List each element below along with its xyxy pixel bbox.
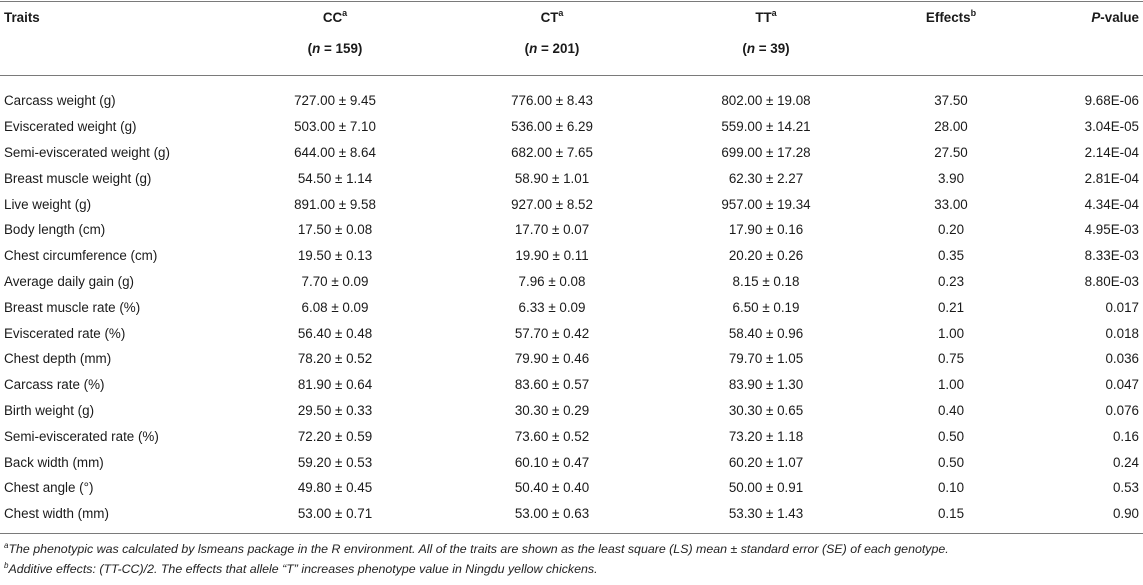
table-row bbox=[0, 243, 1143, 269]
cell-trait: Average daily gain (g) bbox=[4, 273, 135, 289]
cell-cc: 19.50 ± 0.13 bbox=[297, 248, 373, 264]
table-row bbox=[0, 294, 1143, 320]
cell-cc: 29.50 ± 0.33 bbox=[297, 402, 373, 418]
footnote-b-text: Additive effects: (TT-CC)/2. The effects that allele “T” increases phenotype value in Ningdu yellow chickens. bbox=[8, 562, 598, 576]
cell-effect: 0.50 bbox=[937, 428, 965, 444]
cell-trait: Breast muscle rate (%) bbox=[4, 299, 141, 315]
header-traits: Traits bbox=[4, 10, 40, 25]
cell-trait: Semi-eviscerated weight (g) bbox=[4, 144, 170, 160]
cell-effect: 0.23 bbox=[937, 273, 965, 289]
cell-effect: 1.00 bbox=[937, 325, 965, 341]
cell-trait: Chest circumference (cm) bbox=[4, 248, 158, 264]
cell-tt: 83.90 ± 1.30 bbox=[728, 377, 804, 393]
cell-pvalue: 2.14E-04 bbox=[1084, 144, 1139, 160]
cell-trait: Breast muscle weight (g) bbox=[4, 170, 152, 186]
cell-pvalue: 0.047 bbox=[1105, 377, 1139, 393]
cell-ct: 83.60 ± 0.57 bbox=[514, 377, 590, 393]
cell-ct: 57.70 ± 0.42 bbox=[514, 325, 590, 341]
header-cc-label: CC bbox=[322, 10, 343, 25]
n-italic: n bbox=[312, 41, 321, 56]
cell-effect: 33.00 bbox=[934, 196, 968, 212]
cell-tt: 559.00 ± 14.21 bbox=[721, 119, 811, 135]
cell-tt: 20.20 ± 0.26 bbox=[728, 248, 804, 264]
header-ct-n bbox=[445, 37, 659, 76]
cell-effect: 0.15 bbox=[873, 501, 1029, 533]
cell-cc: 6.08 ± 0.09 bbox=[301, 299, 369, 315]
cell-ct: 682.00 ± 7.65 bbox=[511, 144, 593, 160]
cell-effect: 1.00 bbox=[937, 377, 965, 393]
cell-ct: 30.30 ± 0.29 bbox=[514, 402, 590, 418]
table-row bbox=[0, 191, 1143, 217]
cell-pvalue: 0.017 bbox=[1105, 299, 1139, 315]
cell-tt: 6.50 ± 0.19 bbox=[732, 299, 800, 315]
header-tt-sup: a bbox=[771, 8, 777, 18]
cell-trait: Live weight (g) bbox=[4, 196, 92, 212]
paren: ( bbox=[307, 41, 313, 56]
header-n-empty bbox=[1029, 37, 1143, 76]
header-cc bbox=[225, 0, 445, 37]
header-ct bbox=[445, 0, 659, 37]
table-row bbox=[0, 165, 1143, 191]
cell-cc: 59.20 ± 0.53 bbox=[297, 454, 373, 470]
header-cc-n bbox=[225, 37, 445, 76]
header-tt bbox=[659, 0, 873, 37]
cell-tt: 79.70 ± 1.05 bbox=[728, 351, 804, 367]
cell-trait: Eviscerated rate (%) bbox=[4, 325, 126, 341]
header-effects-label: Effects bbox=[925, 10, 971, 25]
table-row bbox=[0, 423, 1143, 449]
footnote-b bbox=[4, 559, 1139, 579]
cell-tt: 50.00 ± 0.91 bbox=[728, 480, 804, 496]
table-row bbox=[0, 398, 1143, 424]
cell-cc: 17.50 ± 0.08 bbox=[297, 222, 373, 238]
cell-tt: 62.30 ± 2.27 bbox=[728, 170, 804, 186]
cell-ct: 19.90 ± 0.11 bbox=[515, 248, 589, 264]
cell-cc: 81.90 ± 0.64 bbox=[297, 377, 373, 393]
cell-ct: 17.70 ± 0.07 bbox=[514, 222, 590, 238]
table-row bbox=[0, 217, 1143, 243]
cell-cc: 53.00 ± 0.71 bbox=[225, 501, 445, 533]
n-italic: n bbox=[746, 41, 756, 56]
header-n-empty bbox=[873, 37, 1029, 76]
cell-cc: 891.00 ± 9.58 bbox=[294, 196, 376, 212]
cell-trait: Chest width (mm) bbox=[0, 501, 225, 533]
cell-trait: Eviscerated weight (g) bbox=[4, 119, 137, 135]
table-row bbox=[0, 501, 1143, 533]
cell-tt: 60.20 ± 1.07 bbox=[728, 454, 804, 470]
cell-pvalue: 3.04E-05 bbox=[1084, 119, 1139, 135]
header-effects bbox=[873, 0, 1029, 37]
cell-pvalue: 8.33E-03 bbox=[1084, 248, 1139, 264]
footnote-b-mark: b bbox=[4, 561, 9, 570]
cell-tt: 73.20 ± 1.18 bbox=[728, 428, 804, 444]
cell-effect: 0.35 bbox=[937, 248, 965, 264]
header-n-row bbox=[0, 37, 1143, 76]
cell-ct: 73.60 ± 0.52 bbox=[514, 428, 590, 444]
cell-effect: 28.00 bbox=[934, 119, 968, 135]
cell-cc: 49.80 ± 0.45 bbox=[297, 480, 373, 496]
cell-tt: 17.90 ± 0.16 bbox=[728, 222, 804, 238]
header-cc-sup: a bbox=[342, 8, 348, 18]
table-row bbox=[0, 346, 1143, 372]
n-value: = 201) bbox=[537, 41, 580, 56]
table-body bbox=[0, 76, 1143, 534]
cell-tt: 957.00 ± 19.34 bbox=[721, 196, 811, 212]
cell-cc: 78.20 ± 0.52 bbox=[297, 351, 373, 367]
header-ct-sup: a bbox=[558, 8, 564, 18]
footnotes bbox=[4, 539, 1139, 579]
header-pvalue-rest: -value bbox=[1100, 10, 1139, 25]
table-row bbox=[0, 475, 1143, 501]
cell-cc: 727.00 ± 9.45 bbox=[294, 93, 376, 109]
paren: ( bbox=[742, 41, 747, 56]
cell-trait: Chest angle (°) bbox=[4, 480, 94, 496]
cell-cc: 72.20 ± 0.59 bbox=[297, 428, 373, 444]
cell-trait: Semi-eviscerated rate (%) bbox=[4, 428, 159, 444]
cell-ct: 536.00 ± 6.29 bbox=[511, 119, 593, 135]
cell-tt: 802.00 ± 19.08 bbox=[721, 93, 811, 109]
cell-trait: Carcass rate (%) bbox=[4, 377, 105, 393]
n-value: = 159) bbox=[320, 41, 363, 56]
cell-cc: 7.70 ± 0.09 bbox=[301, 273, 369, 289]
header-tt-n bbox=[659, 37, 873, 76]
cell-pvalue: 0.16 bbox=[1112, 428, 1139, 444]
n-value: = 39) bbox=[755, 41, 790, 56]
cell-cc: 503.00 ± 7.10 bbox=[294, 119, 376, 135]
header-pvalue-p: P bbox=[1091, 10, 1101, 25]
header-n-empty bbox=[0, 37, 225, 76]
cell-tt: 8.15 ± 0.18 bbox=[732, 273, 800, 289]
footnote-a bbox=[4, 539, 1139, 559]
header-ct-label: CT bbox=[540, 10, 559, 25]
footnote-a-text: The phenotypic was calculated by lsmeans package in the R environment. All of the traits are shown as the least square (LS) mean ± standard error (SE) of each genotype. bbox=[8, 542, 949, 556]
cell-ct: 79.90 ± 0.46 bbox=[514, 351, 590, 367]
cell-tt: 699.00 ± 17.28 bbox=[721, 144, 811, 160]
footnote-a-mark: a bbox=[4, 541, 9, 550]
cell-effect: 3.90 bbox=[937, 170, 965, 186]
table-row bbox=[0, 114, 1143, 140]
cell-ct: 60.10 ± 0.47 bbox=[514, 454, 590, 470]
cell-pvalue: 0.90 bbox=[1029, 501, 1143, 533]
cell-pvalue: 0.24 bbox=[1112, 454, 1139, 470]
cell-tt: 53.30 ± 1.43 bbox=[659, 501, 873, 533]
cell-trait: Chest depth (mm) bbox=[4, 351, 112, 367]
cell-trait: Back width (mm) bbox=[4, 454, 104, 470]
cell-pvalue: 2.81E-04 bbox=[1084, 170, 1139, 186]
cell-trait: Body length (cm) bbox=[4, 222, 106, 238]
cell-pvalue: 9.68E-06 bbox=[1084, 93, 1139, 109]
cell-cc: 644.00 ± 8.64 bbox=[294, 144, 376, 160]
header-pvalue bbox=[1029, 0, 1143, 37]
cell-effect: 0.75 bbox=[937, 351, 965, 367]
table-row bbox=[0, 269, 1143, 295]
cell-cc: 56.40 ± 0.48 bbox=[297, 325, 373, 341]
cell-pvalue: 4.34E-04 bbox=[1084, 196, 1139, 212]
cell-ct: 58.90 ± 1.01 bbox=[514, 170, 590, 186]
cell-pvalue: 4.95E-03 bbox=[1084, 222, 1139, 238]
cell-effect: 0.20 bbox=[937, 222, 965, 238]
cell-ct: 53.00 ± 0.63 bbox=[445, 501, 659, 533]
cell-effect: 0.21 bbox=[937, 299, 965, 315]
cell-pvalue: 8.80E-03 bbox=[1084, 273, 1139, 289]
cell-ct: 6.33 ± 0.09 bbox=[518, 299, 586, 315]
cell-ct: 927.00 ± 8.52 bbox=[511, 196, 593, 212]
cell-cc: 54.50 ± 1.14 bbox=[297, 170, 373, 186]
cell-pvalue: 0.018 bbox=[1105, 325, 1139, 341]
cell-ct: 7.96 ± 0.08 bbox=[518, 273, 586, 289]
cell-effect: 0.10 bbox=[937, 480, 965, 496]
cell-ct: 776.00 ± 8.43 bbox=[511, 93, 593, 109]
cell-pvalue: 0.53 bbox=[1112, 480, 1139, 496]
cell-effect: 0.50 bbox=[937, 454, 965, 470]
cell-effect: 37.50 bbox=[934, 93, 968, 109]
paren: ( bbox=[524, 41, 530, 56]
table-row bbox=[0, 320, 1143, 346]
cell-pvalue: 0.036 bbox=[1105, 351, 1139, 367]
cell-effect: 27.50 bbox=[934, 144, 968, 160]
cell-pvalue: 0.076 bbox=[1105, 402, 1139, 418]
cell-effect: 0.40 bbox=[937, 402, 965, 418]
cell-trait: Birth weight (g) bbox=[4, 402, 95, 418]
n-italic: n bbox=[529, 41, 538, 56]
table-row bbox=[0, 372, 1143, 398]
table-row bbox=[0, 449, 1143, 475]
cell-tt: 58.40 ± 0.96 bbox=[728, 325, 804, 341]
cell-tt: 30.30 ± 0.65 bbox=[728, 402, 804, 418]
header-row bbox=[0, 0, 1143, 37]
cell-ct: 50.40 ± 0.40 bbox=[514, 480, 590, 496]
cell-trait: Carcass weight (g) bbox=[4, 93, 116, 109]
table-row bbox=[0, 76, 1143, 114]
table-row bbox=[0, 140, 1143, 166]
header-tt-label: TT bbox=[755, 10, 772, 25]
header-effects-sup: b bbox=[970, 8, 977, 18]
